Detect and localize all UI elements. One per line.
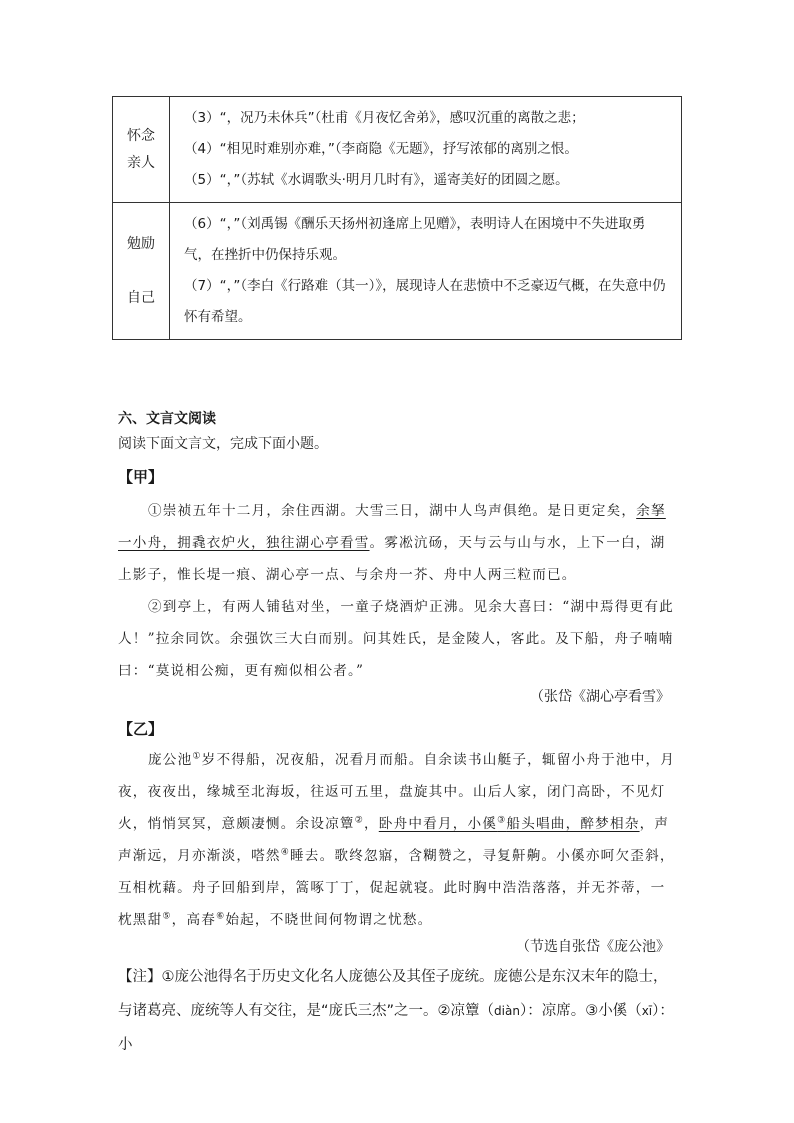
text-run: ， (363, 816, 379, 832)
quote-item: （5）“，”（苏轼《水调歌头·明月几时有》，遥寄美好的团圆之愿。 (184, 172, 569, 188)
category-label: 怀念 (127, 127, 155, 144)
category-label: 勉励 (127, 235, 155, 252)
text-run: ，高春 (171, 912, 217, 928)
category-label: 自己 (127, 289, 155, 306)
text-run: 卧舟中看月，小傒 (378, 816, 498, 832)
quote-item: （6）“，”（刘禹锡《酬乐天扬州初逢席上见赠》，表明诗人在困境中不失进取勇气，在挫折中仍保持乐观。 (184, 216, 646, 263)
items-cell (170, 203, 682, 340)
quote-table (112, 96, 682, 340)
items-cell (170, 97, 682, 203)
section-title: 六、文言文阅读 (118, 411, 216, 427)
text-run: 睡去。歌终忽寤，含糊赞之，寻复鼾齁。小傒亦呵欠歪斜，互相枕藉。舟子回船到岸，篙啄丁丁，促起就寝。此时胸中浩浩落落，并无芥蒂，一枕黑甜 (118, 848, 675, 928)
text-run: 船头唱曲，醉梦相杂 (506, 816, 640, 832)
paragraph (118, 744, 678, 936)
text-run: ）：凉席。③小傒（ (519, 1003, 642, 1019)
source-jia: （张岱《湖心亭看雪》 (530, 689, 670, 705)
note-ref: ⑤ (162, 911, 172, 922)
underlined-text: 余拏一小舟，拥毳衣炉火，独往湖心亭看雪 (118, 503, 666, 551)
paragraph (118, 495, 678, 591)
quote-item: （7）“，”（李白《行路难（其一）》，展现诗人在悲愤中不乏豪迈气概，在失意中仍怀有希望。 (184, 278, 666, 325)
note-ref: ② (354, 815, 364, 826)
underlined-text (379, 816, 640, 832)
passage-jia (118, 495, 678, 687)
instruction-text: 阅读下面文言文，完成下面小题。 (118, 436, 328, 452)
note-ref: ④ (280, 847, 291, 858)
text-run: 岁不得船，况夜船，况看月而船。自余读书山艇子，辄留小舟于池中，月夜，夜夜出，缘城至北海坂，往返可五里，盘旋其中。山后人家，闭门高卧，不见灯火，悄悄冥冥，意颇凄恻。余设凉簟 (118, 752, 676, 832)
table-row (113, 203, 682, 340)
passage-mark-yi: 【乙】 (118, 720, 164, 738)
pinyin: diàn (494, 1004, 520, 1018)
text-run: 庞公池 (148, 752, 193, 768)
passage-yi (118, 744, 678, 936)
category-label: 亲人 (127, 154, 155, 171)
pinyin: xī (641, 1004, 653, 1018)
note-ref: ③ (497, 815, 507, 826)
quote-item: （3）“，况乃未休兵”（杜甫《月夜忆舍弟》，感叹沉重的离散之悲； (184, 110, 585, 126)
category-cell (113, 97, 170, 203)
note-ref: ⑥ (216, 911, 226, 922)
quote-item: （4）“相见时难别亦难，”（李商隐《无题》，抒写浓郁的离别之恨。 (184, 141, 578, 157)
text-run: ）：小 (118, 1003, 674, 1053)
passage-mark-jia: 【甲】 (118, 468, 164, 486)
footnote (118, 960, 678, 1062)
text-run: ①崇祯五年十二月，余住西湖。大雪三日，湖中人鸟声俱绝。是日更定矣， (148, 503, 637, 519)
note-ref: ① (192, 751, 202, 762)
source-yi: （节选自张岱《庞公池》 (516, 939, 670, 955)
text-run: ，声声渐远，月亦渐淡，嗒然 (118, 816, 670, 864)
text-run: 【注】①庞公池得名于历史文化名人庞德公及其侄子庞统。庞德公是东汉末年的隐士，与诸葛亮、庞统等人有交往，是“庞氏三杰”之一。②凉簟（ (118, 969, 668, 1019)
paragraph: ②到亭上，有两人铺毡对坐，一童子烧酒炉正沸。见余大喜曰：“湖中焉得更有此人！”拉余同饮。余强饮三大白而别。问其姓氏，是金陵人，客此。及下船，舟子喃喃曰：“莫说相公痴，更有痴似相公者。” (118, 599, 674, 679)
category-cell (113, 203, 170, 340)
table-row (113, 97, 682, 203)
text-run: 。雾凇沆砀，天与云与山与水，上下一白，湖上影子，惟长堤一痕、湖心亭一点、与余舟一芥、舟中人两三粒而已。 (118, 535, 666, 583)
text-run: 始起，不晓世间何物谓之忧愁。 (225, 912, 433, 928)
